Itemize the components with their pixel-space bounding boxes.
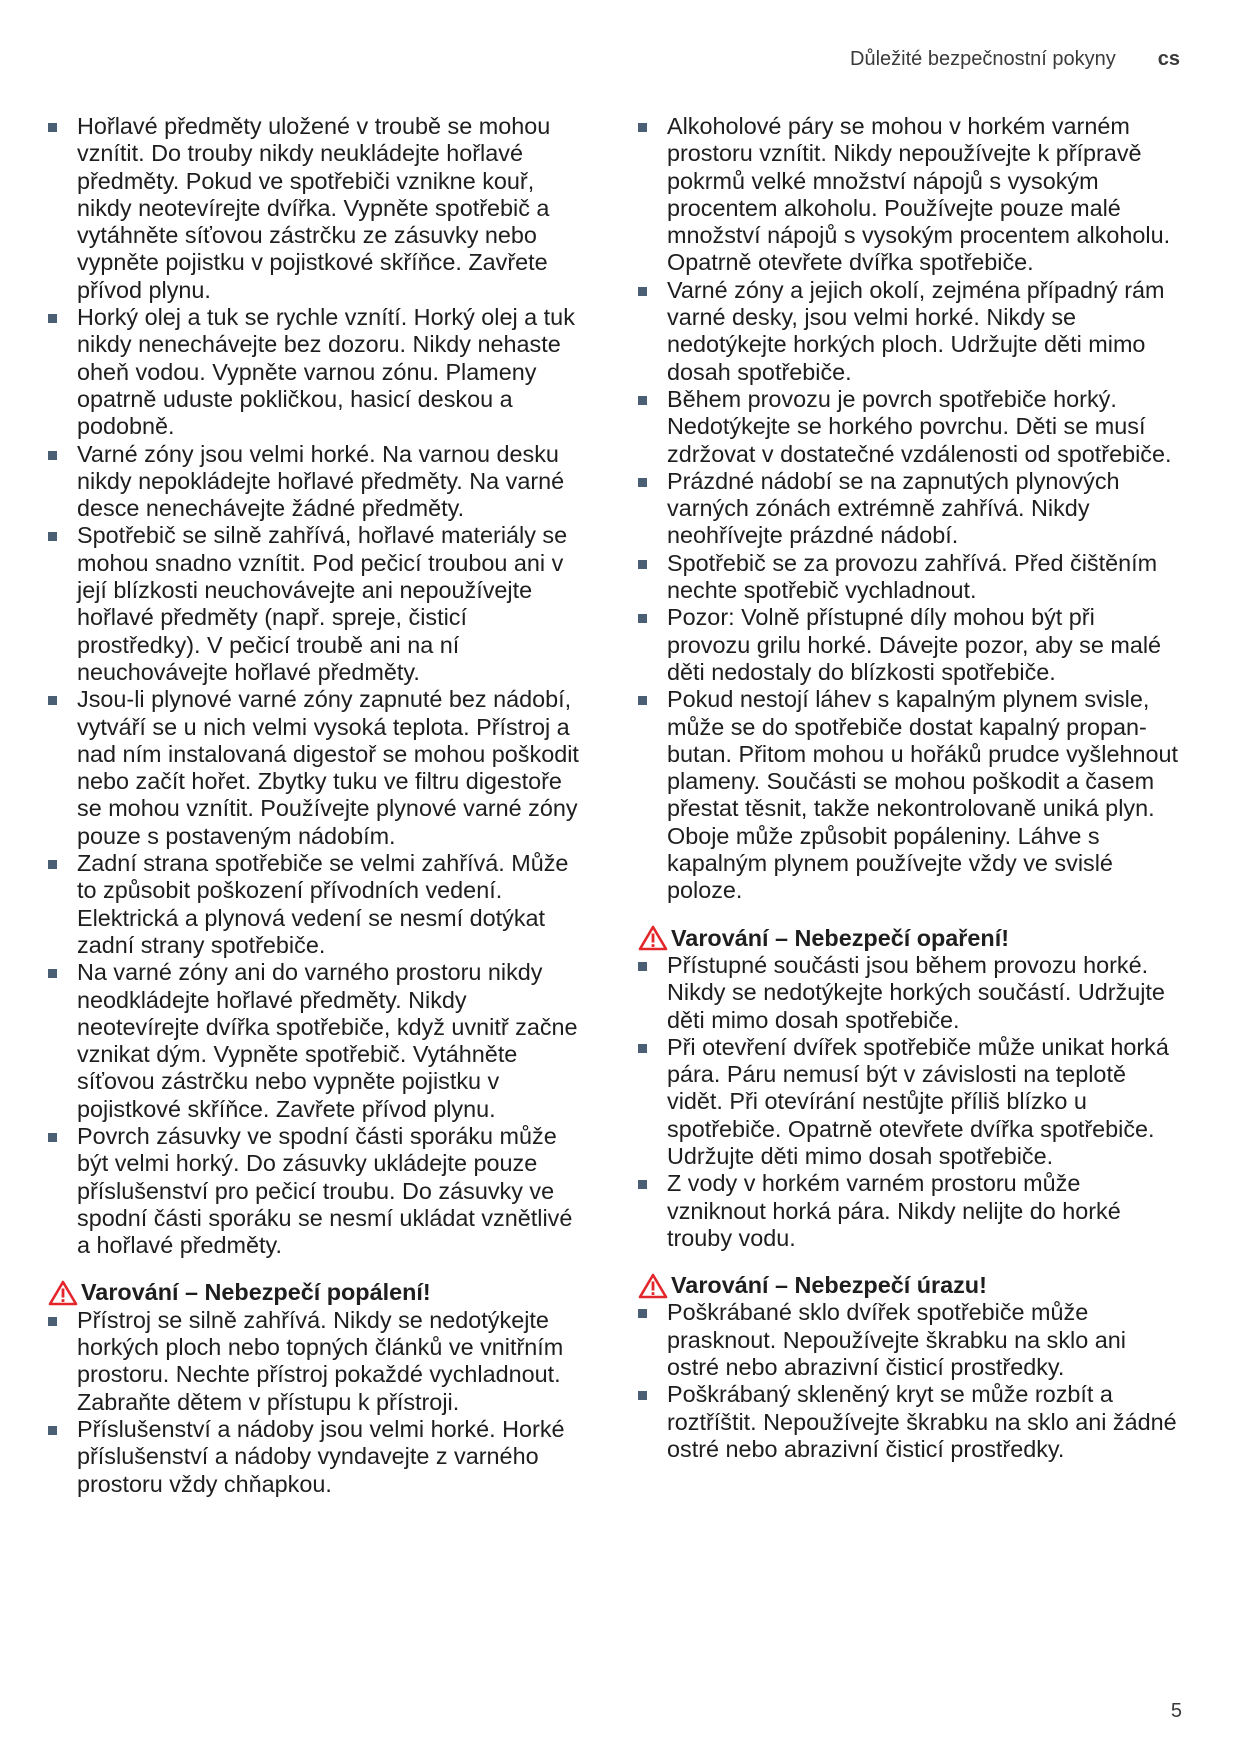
hazard-list-fire (48, 113, 588, 1259)
list-item: Horký olej a tuk se rychle vznítí. Horký olej a tuk nikdy nenechávejte bez dozoru. Nikdy nehaste oheň vodou. Vypněte varnou zónu. Plameny opatrně uduste pokličkou, hasicí deskou a podobně. (48, 304, 588, 440)
hazard-list-scald (638, 952, 1178, 1252)
page-number: 5 (1170, 1700, 1182, 1722)
list-item: Při otevření dvířek spotřebiče může unikat horká pára. Páru nemusí být v závislosti na teplotě vidět. Při otevírání nestůjte příliš blízko u spotřebiče. Opatrně otevřete dvířka spotřebiče. Udržujte děti mimo dosah spotřebiče. (638, 1034, 1178, 1170)
warning-title: Varování – Nebezpečí popálení! (81, 1279, 431, 1306)
list-item: Spotřebič se silně zahřívá, hořlavé materiály se mohou snadno vznítit. Pod pečicí troubou ani v její blízkosti neuchovávejte ani nepoužívejte hořlavé předměty (např. spreje, čisticí prostředky). V pečicí troubě ani na ní neuchovávejte hořlavé předměty. (48, 522, 588, 686)
list-item: Na varné zóny ani do varného prostoru nikdy neodkládejte hořlavé předměty. Nikdy neotevírejte dvířka spotřebiče, když uvnitř začne vznikat dým. Vypněte spotřebič. Vytáhněte síťovou zástrčku nebo vypněte pojistku v pojistkové skříňce. Zavřete přívod plynu. (48, 959, 588, 1123)
warning-heading-scald (638, 925, 1178, 952)
list-item: Přístupné součásti jsou během provozu horké. Nikdy se nedotýkejte horkých součástí. Udržujte děti mimo dosah spotřebiče. (638, 952, 1178, 1034)
language-code: cs (1157, 48, 1180, 70)
hazard-list-injury (638, 1299, 1178, 1463)
list-item: Poškrábané sklo dvířek spotřebiče může prasknout. Nepoužívejte škrabku na sklo ani ostré nebo abrazivní čisticí prostředky. (638, 1299, 1178, 1381)
list-item: Pozor: Volně přístupné díly mohou být při provozu grilu horké. Dávejte pozor, aby se malé děti nedostaly do blízkosti spotřebiče. (638, 604, 1178, 686)
list-item: Příslušenství a nádoby jsou velmi horké. Horké příslušenství a nádoby vyndavejte z varného prostoru vždy chňapkou. (48, 1416, 588, 1498)
header-title: Důležité bezpečnostní pokyny (850, 48, 1116, 70)
list-item: Pokud nestojí láhev s kapalným plynem svisle, může se do spotřebiče dostat kapalný propan-butan. Přitom mohou u hořáků prudce vyšlehnout plameny. Součásti se mohou poškodit a časem přestat těsnit, takže nekontrolovaně uniká plyn. Oboje může způsobit popáleniny. Láhve s kapalným plynem používejte vždy ve svislé poloze. (638, 686, 1178, 904)
list-item: Jsou-li plynové varné zóny zapnuté bez nádobí, vytváří se u nich velmi vysoká teplota. Přístroj a nad ním instalovaná digestoř se mohou poškodit nebo začít hořet. Zbytky tuku ve filtru digestoře se mohou vznítit. Používejte plynové varné zóny pouze s postaveným nádobím. (48, 686, 588, 850)
list-item: Varné zóny jsou velmi horké. Na varnou desku nikdy nepokládejte hořlavé předměty. Na varné desce nenechávejte žádné předměty. (48, 441, 588, 523)
list-item: Přístroj se silně zahřívá. Nikdy se nedotýkejte horkých ploch nebo topných článků ve vnitřním prostoru. Nechte přístroj pokaždé vychladnout. Zabraňte dětem v přístupu k přístroji. (48, 1307, 588, 1416)
hazard-list-burn (48, 1307, 588, 1498)
warning-title: Varování – Nebezpečí úrazu! (671, 1272, 987, 1299)
right-column (638, 113, 1178, 1463)
warning-heading-burn (48, 1279, 588, 1306)
list-item: Během provozu je povrch spotřebiče horký. Nedotýkejte se horkého povrchu. Děti se musí zdržovat v dostatečné vzdálenosti od spotřebiče. (638, 386, 1178, 468)
list-item: Poškrábaný skleněný kryt se může rozbít a roztříštit. Nepoužívejte škrabku na sklo ani žádné ostré nebo abrazivní čisticí prostředky. (638, 1381, 1178, 1463)
warning-triangle-icon (638, 1273, 668, 1299)
list-item: Z vody v horkém varném prostoru může vzniknout horká pára. Nikdy nelijte do horké trouby vodu. (638, 1170, 1178, 1252)
page-header (850, 48, 1180, 71)
left-column (48, 113, 588, 1498)
hazard-list-general (638, 113, 1178, 905)
list-item: Prázdné nádobí se na zapnutých plynových varných zónách extrémně zahřívá. Nikdy neohřívejte prázdné nádobí. (638, 468, 1178, 550)
warning-heading-injury (638, 1272, 1178, 1299)
warning-triangle-icon (48, 1280, 78, 1306)
list-item: Varné zóny a jejich okolí, zejména případný rám varné desky, jsou velmi horké. Nikdy se nedotýkejte horkých ploch. Udržujte děti mimo dosah spotřebiče. (638, 277, 1178, 386)
list-item: Povrch zásuvky ve spodní části sporáku může být velmi horký. Do zásuvky ukládejte pouze příslušenství pro pečicí troubu. Do zásuvky ve spodní části sporáku se nesmí ukládat vznětlivé a hořlavé předměty. (48, 1123, 588, 1259)
list-item: Hořlavé předměty uložené v troubě se mohou vznítit. Do trouby nikdy neukládejte hořlavé předměty. Pokud ve spotřebiči vznikne kouř, nikdy neotevírejte dvířka. Vypněte spotřebič a vytáhněte síťovou zástrčku ze zásuvky nebo vypněte pojistku v pojistkové skříňce. Zavřete přívod plynu. (48, 113, 588, 304)
list-item: Alkoholové páry se mohou v horkém varném prostoru vznítit. Nikdy nepoužívejte k přípravě pokrmů velké množství nápojů s vysokým procentem alkoholu. Používejte pouze malé množství nápojů s vysokým procentem alkoholu. Opatrně otevřete dvířka spotřebiče. (638, 113, 1178, 277)
list-item: Zadní strana spotřebiče se velmi zahřívá. Může to způsobit poškození přívodních vedení. Elektrická a plynová vedení se nesmí dotýkat zadní strany spotřebiče. (48, 850, 588, 959)
warning-triangle-icon (638, 925, 668, 951)
warning-title: Varování – Nebezpečí opaření! (671, 924, 1009, 951)
list-item: Spotřebič se za provozu zahřívá. Před čištěním nechte spotřebič vychladnout. (638, 550, 1178, 605)
